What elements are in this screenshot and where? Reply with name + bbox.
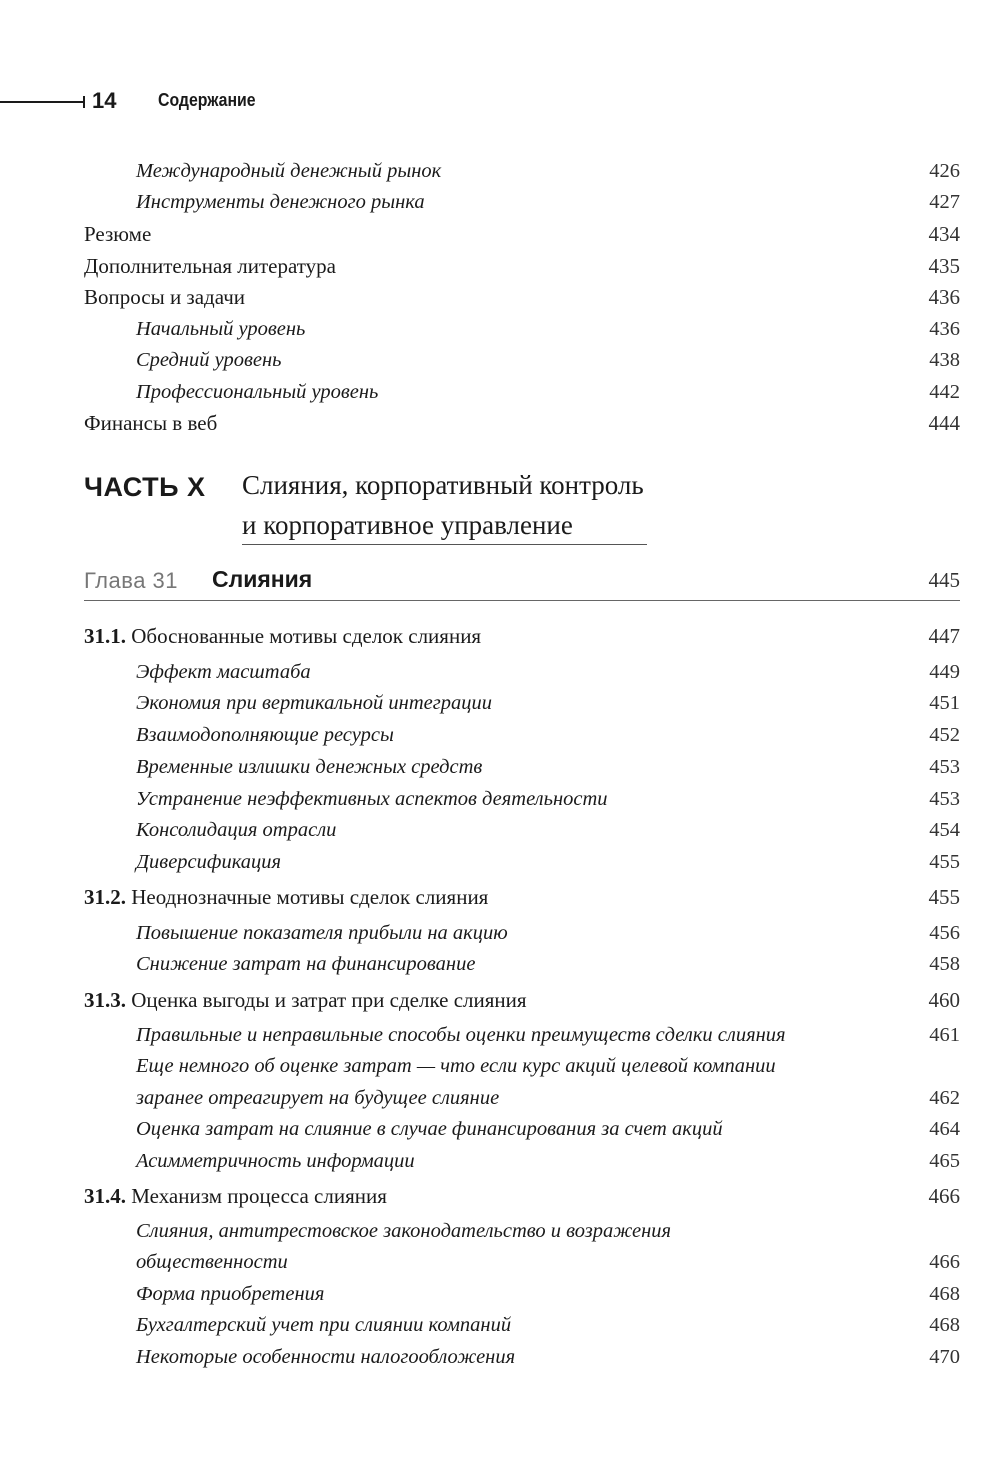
section-entry	[84, 722, 960, 748]
section-entry-page: 465	[929, 1150, 960, 1172]
section-entry-page: 451	[929, 692, 960, 714]
toc-entry	[84, 284, 960, 310]
section-entry	[84, 1116, 960, 1142]
toc-entry-title: Начальный уровень	[136, 318, 306, 340]
section-entry-title: Эффект масштаба	[136, 661, 311, 683]
section-entry-title: 31.3. Оценка выгоды и затрат при сделке слияния	[84, 988, 527, 1012]
section-entry-page: 455	[928, 885, 960, 909]
section-entry-page: 468	[929, 1283, 960, 1305]
section-entry	[84, 659, 960, 685]
section-entry-page: 458	[929, 953, 960, 975]
section-entry-page: 453	[929, 788, 960, 810]
section-entry-title: Экономия при вертикальной интеграции	[136, 692, 492, 714]
header-rule	[0, 101, 84, 103]
section-entry-title: общественности	[136, 1251, 288, 1273]
header-rule-tick	[83, 96, 85, 108]
toc-entry	[84, 158, 960, 184]
chapter-label: Глава 31	[84, 568, 179, 593]
section-entry-page: 461	[929, 1024, 960, 1046]
section-entry	[84, 1249, 960, 1275]
toc-entry-title: Инструменты денежного рынка	[136, 191, 425, 213]
toc-entry-title: Резюме	[84, 222, 152, 246]
section-entry	[84, 1281, 960, 1307]
section-entry-title: Еще немного об оценке затрат — что если курс акций целевой компании	[136, 1055, 776, 1077]
section-entry	[84, 951, 960, 977]
section-entry-title: Устранение неэффективных аспектов деятельности	[136, 788, 608, 810]
running-header	[0, 84, 420, 124]
section-entry	[84, 1344, 960, 1370]
section-number: 31.4.	[84, 1184, 132, 1208]
section-entry-title: Консолидация отрасли	[136, 819, 337, 841]
page-number: 14	[92, 88, 117, 113]
toc-entry-title: Международный денежный рынок	[136, 160, 442, 182]
toc-entry	[84, 379, 960, 405]
section-entry-title: Форма приобретения	[136, 1283, 325, 1305]
section-entry-title: Оценка затрат на слияние в случае финансирования за счет акций	[136, 1118, 723, 1140]
section-entry-title: Некоторые особенности налогообложения	[136, 1346, 516, 1368]
section-entry	[84, 1022, 960, 1048]
section-entry-page: 452	[929, 724, 960, 746]
section-entry-title: Асимметричность информации	[136, 1150, 415, 1172]
section-entry-page: 447	[928, 624, 960, 648]
toc-entry-page: 438	[929, 349, 960, 371]
part-title-line-2: и корпоративное управление	[242, 510, 573, 540]
section-entry-title: Взаимодополняющие ресурсы	[136, 724, 394, 746]
toc-entry-page: 442	[929, 381, 960, 403]
toc-entry	[84, 410, 960, 436]
toc-entry-page: 427	[929, 191, 960, 213]
section-entry	[84, 987, 960, 1013]
part-title-line-1: Слияния, корпоративный контроль	[242, 470, 644, 500]
section-entry-page: 466	[929, 1251, 960, 1273]
section-entry-page: 470	[929, 1346, 960, 1368]
toc-entry-title: Профессиональный уровень	[136, 381, 379, 403]
section-entry-page: 460	[928, 988, 960, 1012]
section-entry-title: 31.2. Неоднозначные мотивы сделок слияния	[84, 885, 489, 909]
section-entry	[84, 1183, 960, 1209]
section-entry	[84, 849, 960, 875]
section-entry-page: 453	[929, 756, 960, 778]
chapter-rule	[84, 600, 960, 601]
section-number: 31.1.	[84, 624, 132, 648]
toc-entry	[84, 253, 960, 279]
chapter-page: 445	[928, 568, 960, 592]
section-entry	[84, 1085, 960, 1111]
chapter-title: Слияния	[212, 566, 313, 592]
section-entry-title: Диверсификация	[136, 851, 282, 873]
section-entry-title: Временные излишки денежных средств	[136, 756, 483, 778]
section-entry-title: заранее отреагирует на будущее слияние	[136, 1087, 500, 1109]
section-entry	[84, 884, 960, 910]
section-entry-title: Бухгалтерский учет при слиянии компаний	[136, 1314, 512, 1336]
toc-entry-title: Финансы в веб	[84, 411, 218, 435]
toc-entry	[84, 189, 960, 215]
toc-entry	[84, 221, 960, 247]
section-entry-title: Снижение затрат на финансирование	[136, 953, 476, 975]
section-entry-page: 454	[929, 819, 960, 841]
section-entry-page: 468	[929, 1314, 960, 1336]
section-entry-title: 31.1. Обоснованные мотивы сделок слияния	[84, 624, 482, 648]
section-number: 31.3.	[84, 988, 132, 1012]
section-entry-title: Повышение показателя прибыли на акцию	[136, 922, 508, 944]
section-entry	[84, 623, 960, 649]
section-entry-page: 462	[929, 1087, 960, 1109]
toc-entry-title: Дополнительная литература	[84, 254, 336, 278]
section-entry-title: Слияния, антитрестовское законодательство и возражения	[136, 1220, 672, 1242]
section-entry	[84, 1053, 960, 1079]
section-entry	[84, 786, 960, 812]
toc-entry-page: 426	[929, 160, 960, 182]
section-entry	[84, 754, 960, 780]
section-entry	[84, 690, 960, 716]
section-entry-page: 455	[929, 851, 960, 873]
chapter-heading	[84, 566, 960, 602]
section-entry-page: 449	[929, 661, 960, 683]
part-label: ЧАСТЬ X	[84, 472, 206, 502]
section-number: 31.2.	[84, 885, 132, 909]
toc-entry-page: 436	[928, 285, 960, 309]
section-entry-page: 456	[929, 922, 960, 944]
toc-entry-page: 435	[928, 254, 960, 278]
section-entry	[84, 1312, 960, 1338]
section-entry-title: 31.4. Механизм процесса слияния	[84, 1184, 387, 1208]
part-underline	[242, 544, 647, 545]
section-entry-page: 466	[928, 1184, 960, 1208]
section-entry-page: 464	[929, 1118, 960, 1140]
section-entry-title: Правильные и неправильные способы оценки преимуществ сделки слияния	[136, 1024, 786, 1046]
toc-entry	[84, 347, 960, 373]
toc-entry-page: 434	[928, 222, 960, 246]
toc-entry-title: Вопросы и задачи	[84, 285, 246, 309]
running-title: Содержание	[158, 90, 256, 110]
section-entry	[84, 920, 960, 946]
toc-entry-title: Средний уровень	[136, 349, 282, 371]
toc-entry-page: 444	[928, 411, 960, 435]
section-entry	[84, 1148, 960, 1174]
section-entry	[84, 817, 960, 843]
toc-entry-page: 436	[929, 318, 960, 340]
toc-entry	[84, 316, 960, 342]
section-entry	[84, 1218, 960, 1244]
